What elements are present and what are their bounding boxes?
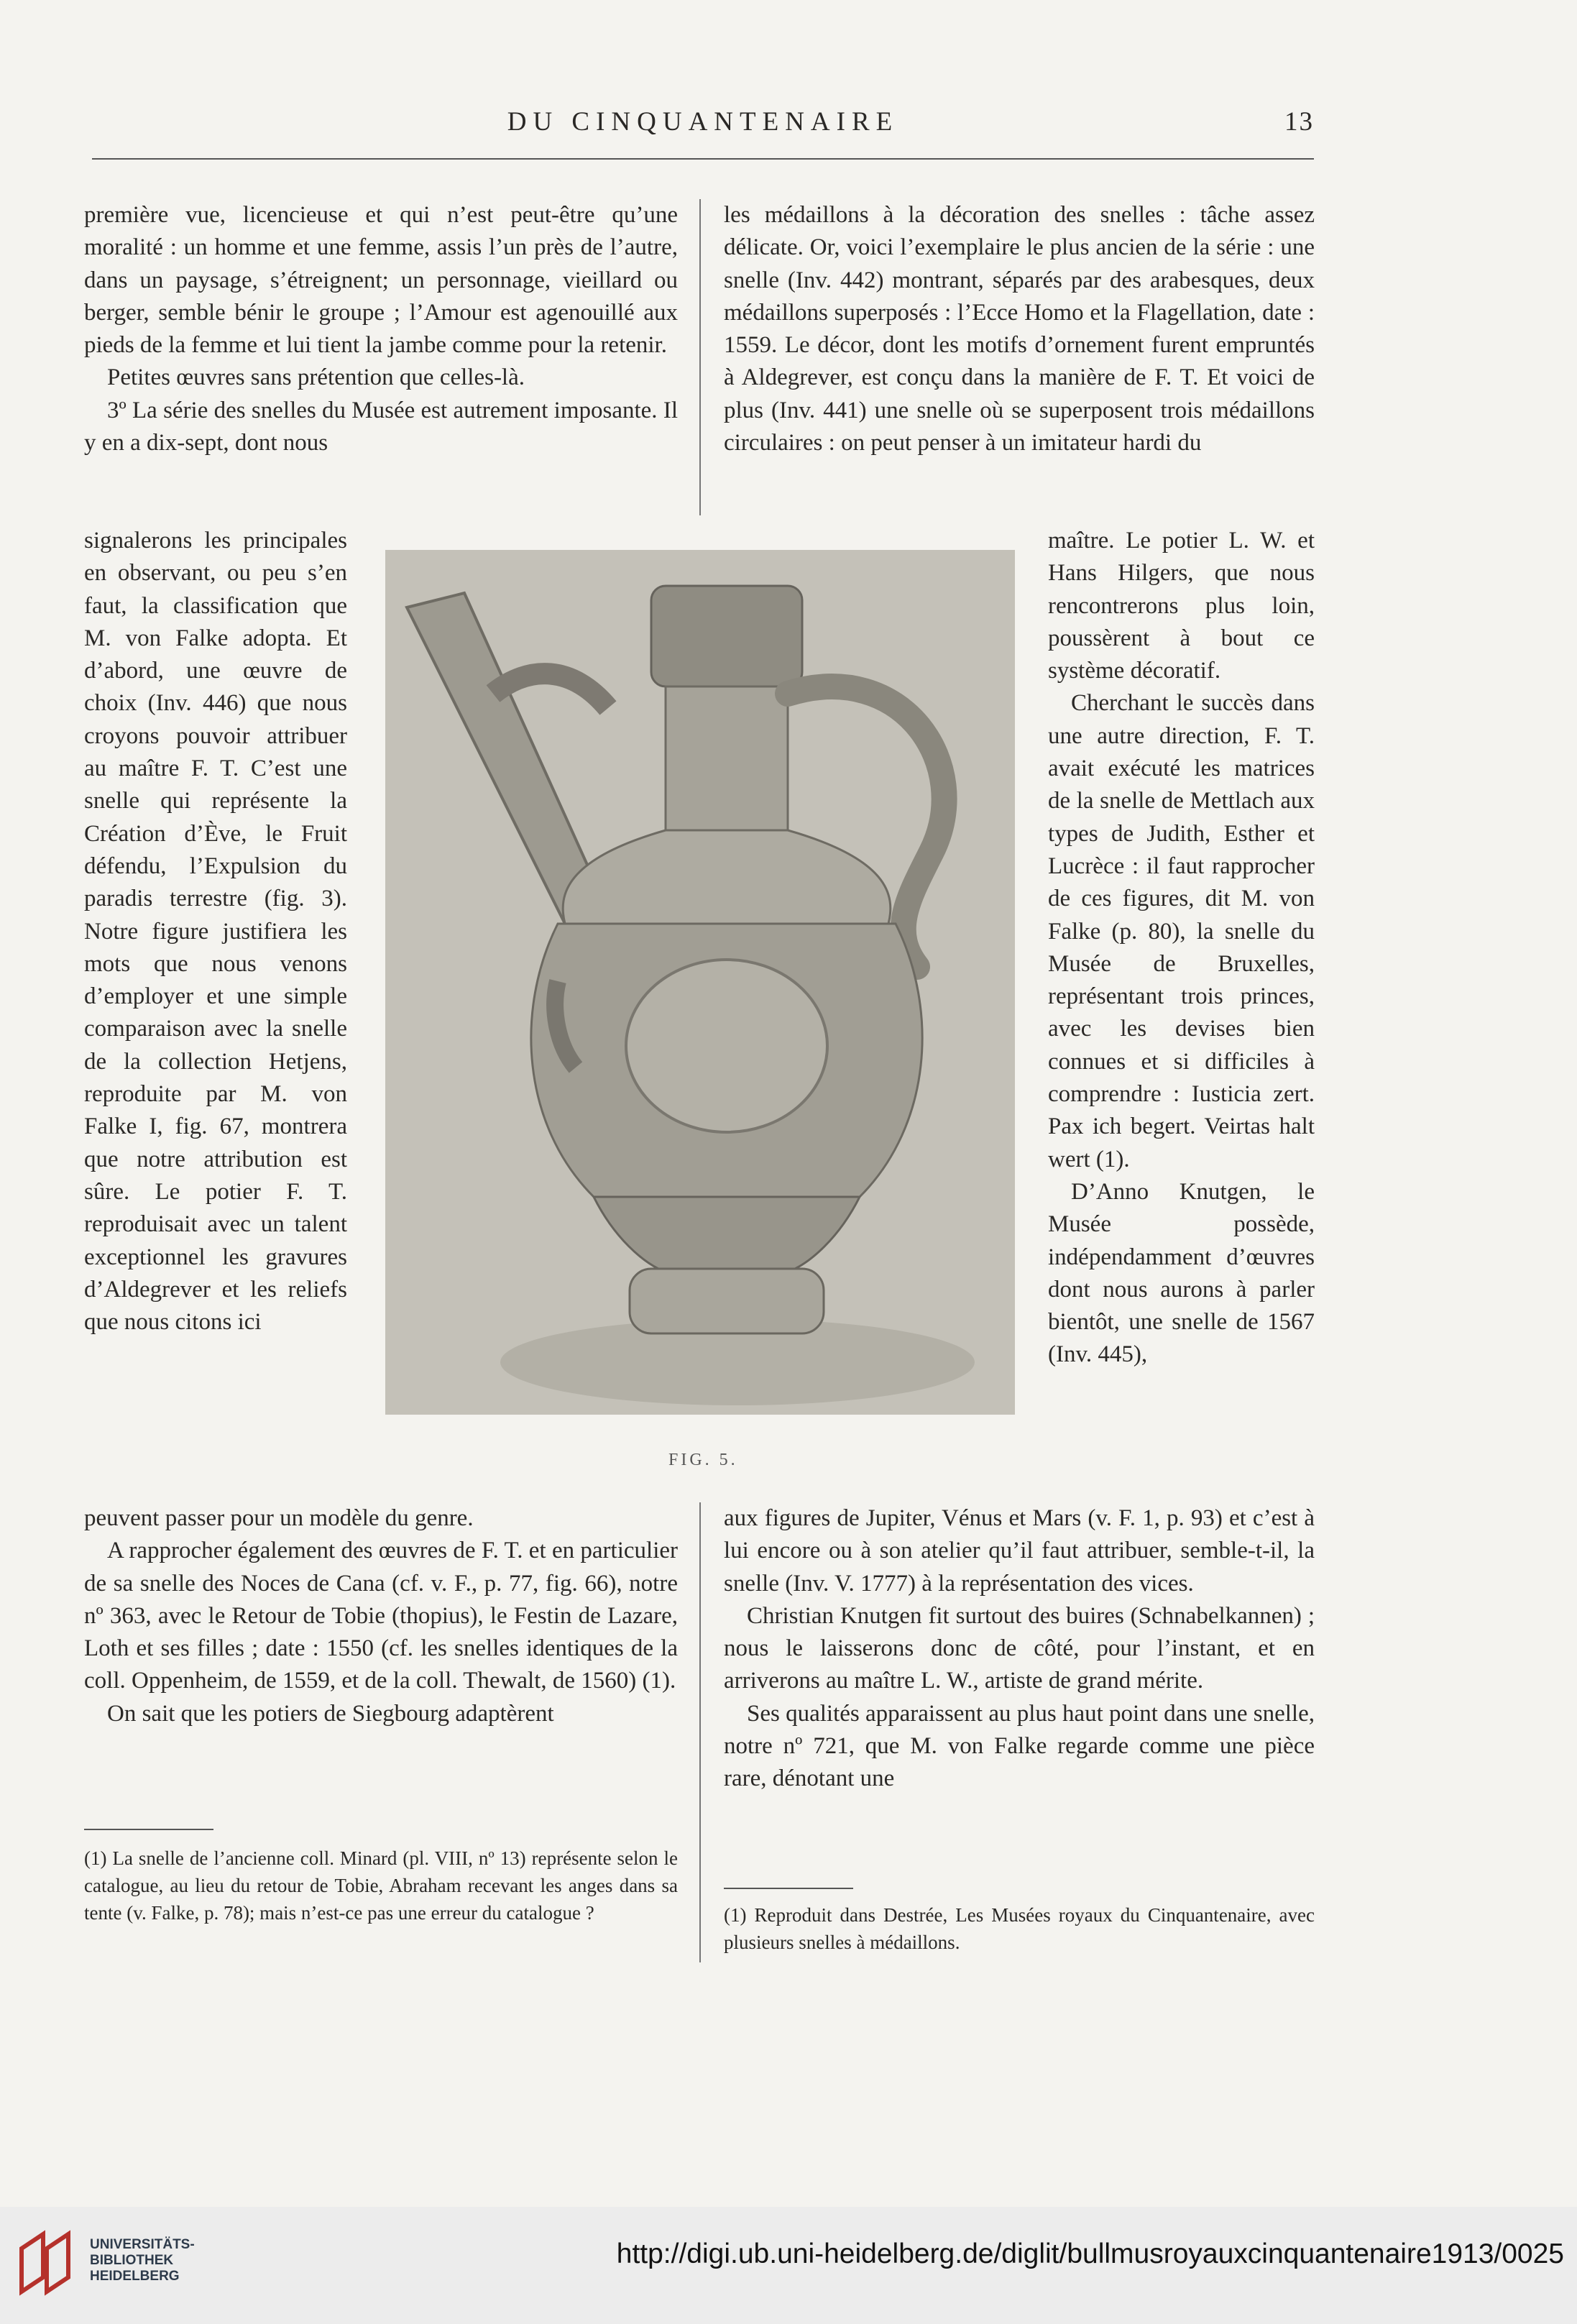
header-rule bbox=[92, 158, 1314, 160]
right-column-wrap bbox=[1048, 525, 1315, 1372]
paragraph: Cherchant le succès dans une autre direction, F. T. avait exécuté les matrices de la snelle de Mettlach aux types de Judith, Esther et Lucrèce : il faut rapprocher de ces figures, dit M. von Falke (p. 80), la snelle du Musée de Bruxelles, représentant trois princes, avec les devises bien connues et si difficiles à comprendre : Iusticia zert. Pax ich begert. Veirtas halt wert (1). bbox=[1048, 690, 1315, 1172]
library-name-line: BIBLIOTHEK bbox=[90, 2253, 174, 2268]
paragraph: maître. Le potier L. W. et Hans Hilgers, que nous rencontrerons plus loin, poussèrent à bout ce système décoratif. bbox=[1048, 528, 1315, 684]
paragraph: Christian Knutgen fit surtout des buires (Schnabelkannen) ; nous le laisserons donc de côté, pour l’instant, et en arriverons au maître L. W., artiste de grand mérite. bbox=[724, 1602, 1315, 1694]
right-column-top bbox=[724, 199, 1315, 459]
left-column-top bbox=[84, 199, 678, 459]
source-url[interactable]: http://digi.ub.uni-heidelberg.de/diglit/bullmusroyauxcinquantenaire1913/0025 bbox=[616, 2238, 1564, 2269]
paragraph: On sait que les potiers de Siegbourg adaptèrent bbox=[107, 1700, 554, 1727]
running-title: DU CINQUANTENAIRE bbox=[507, 107, 899, 137]
footnote-right: (1) Reproduit dans Destrée, Les Musées royaux du Cinquantenaire, avec plusieurs snelles à médaillons. bbox=[724, 1904, 1315, 1953]
column-divider bbox=[699, 1502, 701, 1962]
paragraph: première vue, licencieuse et qui n’est peut-être qu’une moralité : un homme et une femme, assis l’un près de l’autre, dans un paysage, s’étreignent; un personnage, vieillard ou berger, semble bénir le groupe ; l’Amour est agenouillé aux pieds de la femme et lui tient la jambe comme pour la retenir. bbox=[84, 202, 678, 359]
footnote-rule bbox=[724, 1888, 853, 1889]
page-number: 13 bbox=[1284, 107, 1314, 137]
library-logo-icon bbox=[14, 2227, 79, 2299]
paragraph: aux figures de Jupiter, Vénus et Mars (v. F. 1, p. 93) et c’est à lui encore ou à son atelier qu’il faut attribuer, semble-t-il, la snelle (Inv. V. 1777) à la représentation des vices. bbox=[724, 1505, 1315, 1597]
library-name bbox=[90, 2237, 195, 2284]
right-column-bottom bbox=[724, 1502, 1315, 1796]
footnote-rule bbox=[84, 1829, 213, 1830]
library-name-line: HEIDELBERG bbox=[90, 2269, 180, 2284]
jug-photograph bbox=[385, 550, 1015, 1415]
footnote-left: (1) La snelle de l’ancienne coll. Minard (pl. VIII, nº 13) représente selon le catalogue, au lieu du retour de Tobie, Abraham recevant les anges dans sa tente (v. Falke, p. 78); mais n’est-ce pas une erreur du catalogue ? bbox=[84, 1847, 678, 1924]
digitization-footer bbox=[0, 2207, 1577, 2324]
left-column-wrap bbox=[84, 525, 347, 1338]
library-name-line: UNIVERSITÄTS- bbox=[90, 2237, 195, 2252]
paragraph: peuvent passer pour un modèle du genre. bbox=[84, 1505, 474, 1531]
paragraph: 3º La série des snelles du Musée est autrement imposante. Il y en a dix-sept, dont nous bbox=[84, 397, 678, 456]
paragraph: D’Anno Knutgen, le Musée possède, indépendamment d’œuvres dont nous aurons à parler bientôt, une snelle de 1567 (Inv. 445), bbox=[1048, 1178, 1315, 1368]
paragraph: Ses qualités apparaissent au plus haut point dans une snelle, notre nº 721, que M. von Falke regarde comme une pièce rare, dénotant une bbox=[724, 1700, 1315, 1792]
figure-caption: FIG. 5. bbox=[668, 1451, 738, 1469]
paragraph: signalerons les principales en observant, ou peu s’en faut, la classification que M. von Falke adopta. Et d’abord, une œuvre de choix (Inv. 446) que nous croyons pouvoir attribuer au maître F. T. C’est une snelle qui représente la Création d’Ève, le Fruit défendu, l’Expulsion du paradis terrestre (fig. 3). Notre figure justifiera les mots que nous venons d’employer et une simple comparaison avec la snelle de la collection Hetjens, reproduite par M. von Falke I, fig. 67, montrera que notre attribution est sûre. Le potier F. T. reproduisait avec un talent exceptionnel les gravures d’Aldegrever et les reliefs que nous citons ici bbox=[84, 528, 347, 1336]
running-header bbox=[92, 101, 1314, 144]
paragraph: A rapprocher également des œuvres de F. T. et en particulier de sa snelle des Noces de Cana (cf. v. F., p. 77, fig. 66), notre nº 363, avec le Retour de Tobie (thopius), le Festin de Lazare, Loth et ses filles ; date : 1550 (cf. les snelles identiques de la coll. Oppenheim, de 1559, et de la coll. Thewalt, de 1560) (1). bbox=[84, 1538, 678, 1694]
paragraph: les médaillons à la décoration des snelles : tâche assez délicate. Or, voici l’exemplaire le plus ancien de la série : une snelle (Inv. 442) montrant, séparés par des arabesques, deux médaillons superposés : l’Ecce Homo et la Flagellation, date : 1559. Le décor, dont les motifs d’ornement furent empruntés à Aldegrever, est conçu dans la manière de F. T. Et voici de plus (Inv. 441) une snelle où se superposent trois médaillons circulaires : on peut penser à un imitateur hardi du bbox=[724, 202, 1315, 456]
column-divider bbox=[699, 199, 701, 515]
left-column-bottom bbox=[84, 1502, 678, 1730]
paragraph: Petites œuvres sans prétention que celles-là. bbox=[107, 364, 525, 391]
